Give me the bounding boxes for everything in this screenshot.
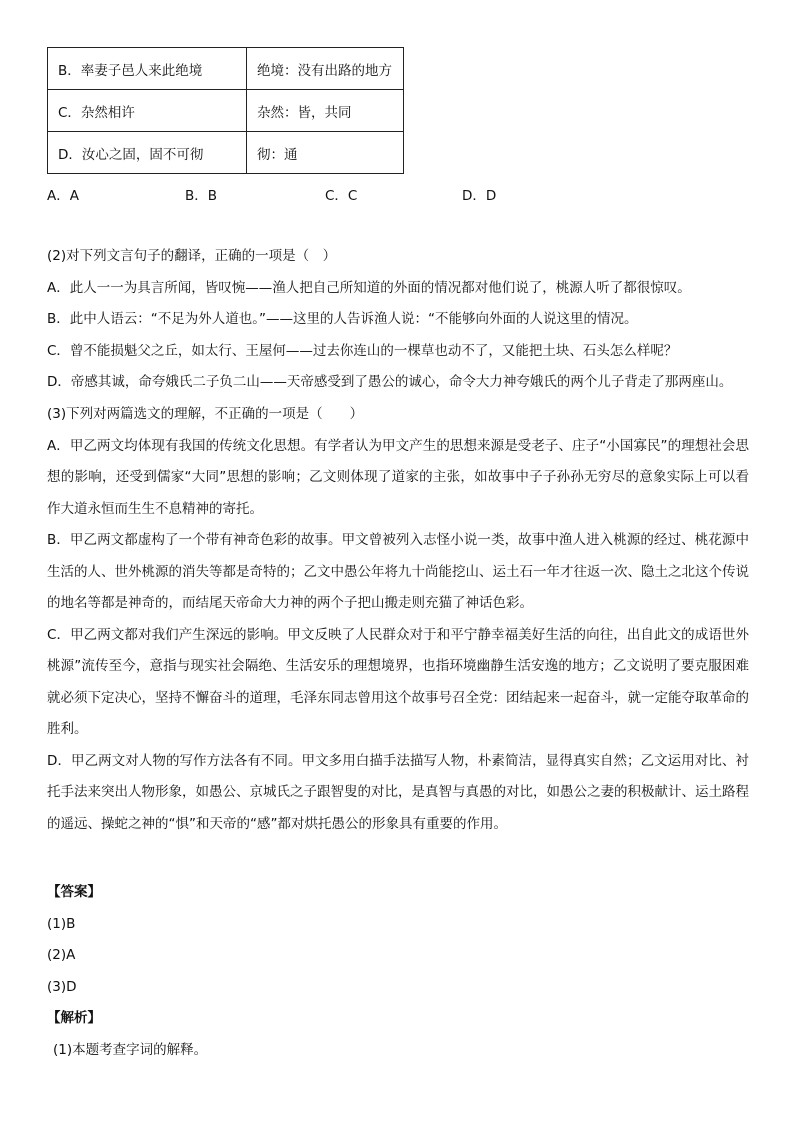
table-cell-meaning: 杂然：皆，共同 [247, 90, 404, 132]
q1-option-d: D．D [462, 188, 497, 204]
answer-item: (1)B [47, 915, 76, 932]
table-cell-term: D．汝心之固，固不可彻 [48, 132, 247, 174]
analysis-section [47, 1003, 207, 1066]
q1-option-b: B．B [185, 188, 218, 204]
q1-options [47, 184, 747, 204]
question-2 [47, 241, 749, 399]
table-cell-term: C．杂然相许 [48, 90, 247, 132]
option-b: B．此中人语云：“不足为外人道也。”——这里的人告诉渔人说：“不能够向外面的人说这里的情况。 [47, 311, 638, 327]
option-d: D．帝感其诚，命夸娥氏二子负二山——天帝感受到了愚公的诚心，命令大力神夸娥氏的两个儿子背走了那两座山。 [47, 374, 733, 390]
option-c: C．甲乙两文都对我们产生深远的影响。甲文反映了人民群众对于和平宁静幸福美好生活的向往，出自此文的成语世外桃源”流传至今，意指与现实社会隔绝、生活安乐的理想境界，也指环境幽静生活安逸的地方；乙文说明了要克服困难就必须下定决心，坚持不懈奋斗的道理，毛泽东同志曾用这个故事号召全党：团结起来一起奋斗，就一定能夺取革命的胜利。 [47, 626, 749, 737]
table-cell-meaning: 彻：通 [247, 132, 404, 174]
question-3 [47, 399, 749, 840]
q1-option-c: C．C [325, 188, 358, 204]
answer-section [47, 877, 101, 1003]
question-stem: (2)对下列文言句子的翻译，正确的一项是（ ） [47, 248, 337, 264]
question-stem: (3)下列对两篇选文的理解，不正确的一项是（ ） [47, 406, 364, 422]
analysis-heading: 【解析】 [47, 1010, 101, 1026]
answer-heading: 【答案】 [47, 884, 101, 900]
analysis-text: (1)本题考查字词的解释。 [53, 1041, 208, 1058]
table-cell-term: B．率妻子邑人来此绝境 [48, 48, 247, 90]
table-row [48, 132, 404, 174]
option-b: B．甲乙两文都虚构了一个带有神奇色彩的故事。甲文曾被列入志怪小说一类，故事中渔人进入桃源的经过、桃花源中生活的人、世外桃源的消失等都是奇特的；乙文中愚公年将九十尚能挖山、运土石一年才往返一次、隐土之北这个传说的地名等都是神奇的，而结尾天帝命大力神的两个子把山搬走则充猫了神话色彩。 [47, 532, 749, 611]
option-c: C．曾不能损魁父之丘，如太行、王屋何——过去你连山的一棵草也动不了，又能把土块、石头怎么样呢？ [47, 342, 678, 359]
q1-option-a: A．A [47, 188, 79, 204]
table-row [48, 90, 404, 132]
table-cell-meaning: 绝境：没有出路的地方 [247, 48, 404, 90]
answer-item: (2)A [47, 947, 76, 963]
option-a: A．此人一一为具言所闻，皆叹惋——渔人把自己所知道的外面的情况都对他们说了，桃源人听了都很惊叹。 [47, 279, 691, 296]
option-d: D．甲乙两文对人物的写作方法各有不同。甲文多用白描手法描写人物，朴素简洁，显得真实自然；乙文运用对比、衬托手法来突出人物形象，如愚公、京城氏之子跟智叟的对比，是真智与真愚的对比，如愚公之妻的积极献计、运土路程的遥远、操蛇之神的“惧”和天帝的“感”都对烘托愚公的形象具有重要的作用。 [47, 752, 749, 832]
table-row [48, 48, 404, 90]
vocab-table [47, 47, 404, 174]
option-a: A．甲乙两文均体现有我国的传统文化思想。有学者认为甲文产生的思想来源是受老子、庄子“小国寡民”的理想社会思想的影响，还受到儒家“大同”思想的影响；乙文则体现了道家的主张，如故事中子子孙孙无穷尽的意象实际上可以看作大道永恒而生生不息精神的寄托。 [47, 437, 749, 517]
answer-item: (3)D [47, 978, 77, 995]
